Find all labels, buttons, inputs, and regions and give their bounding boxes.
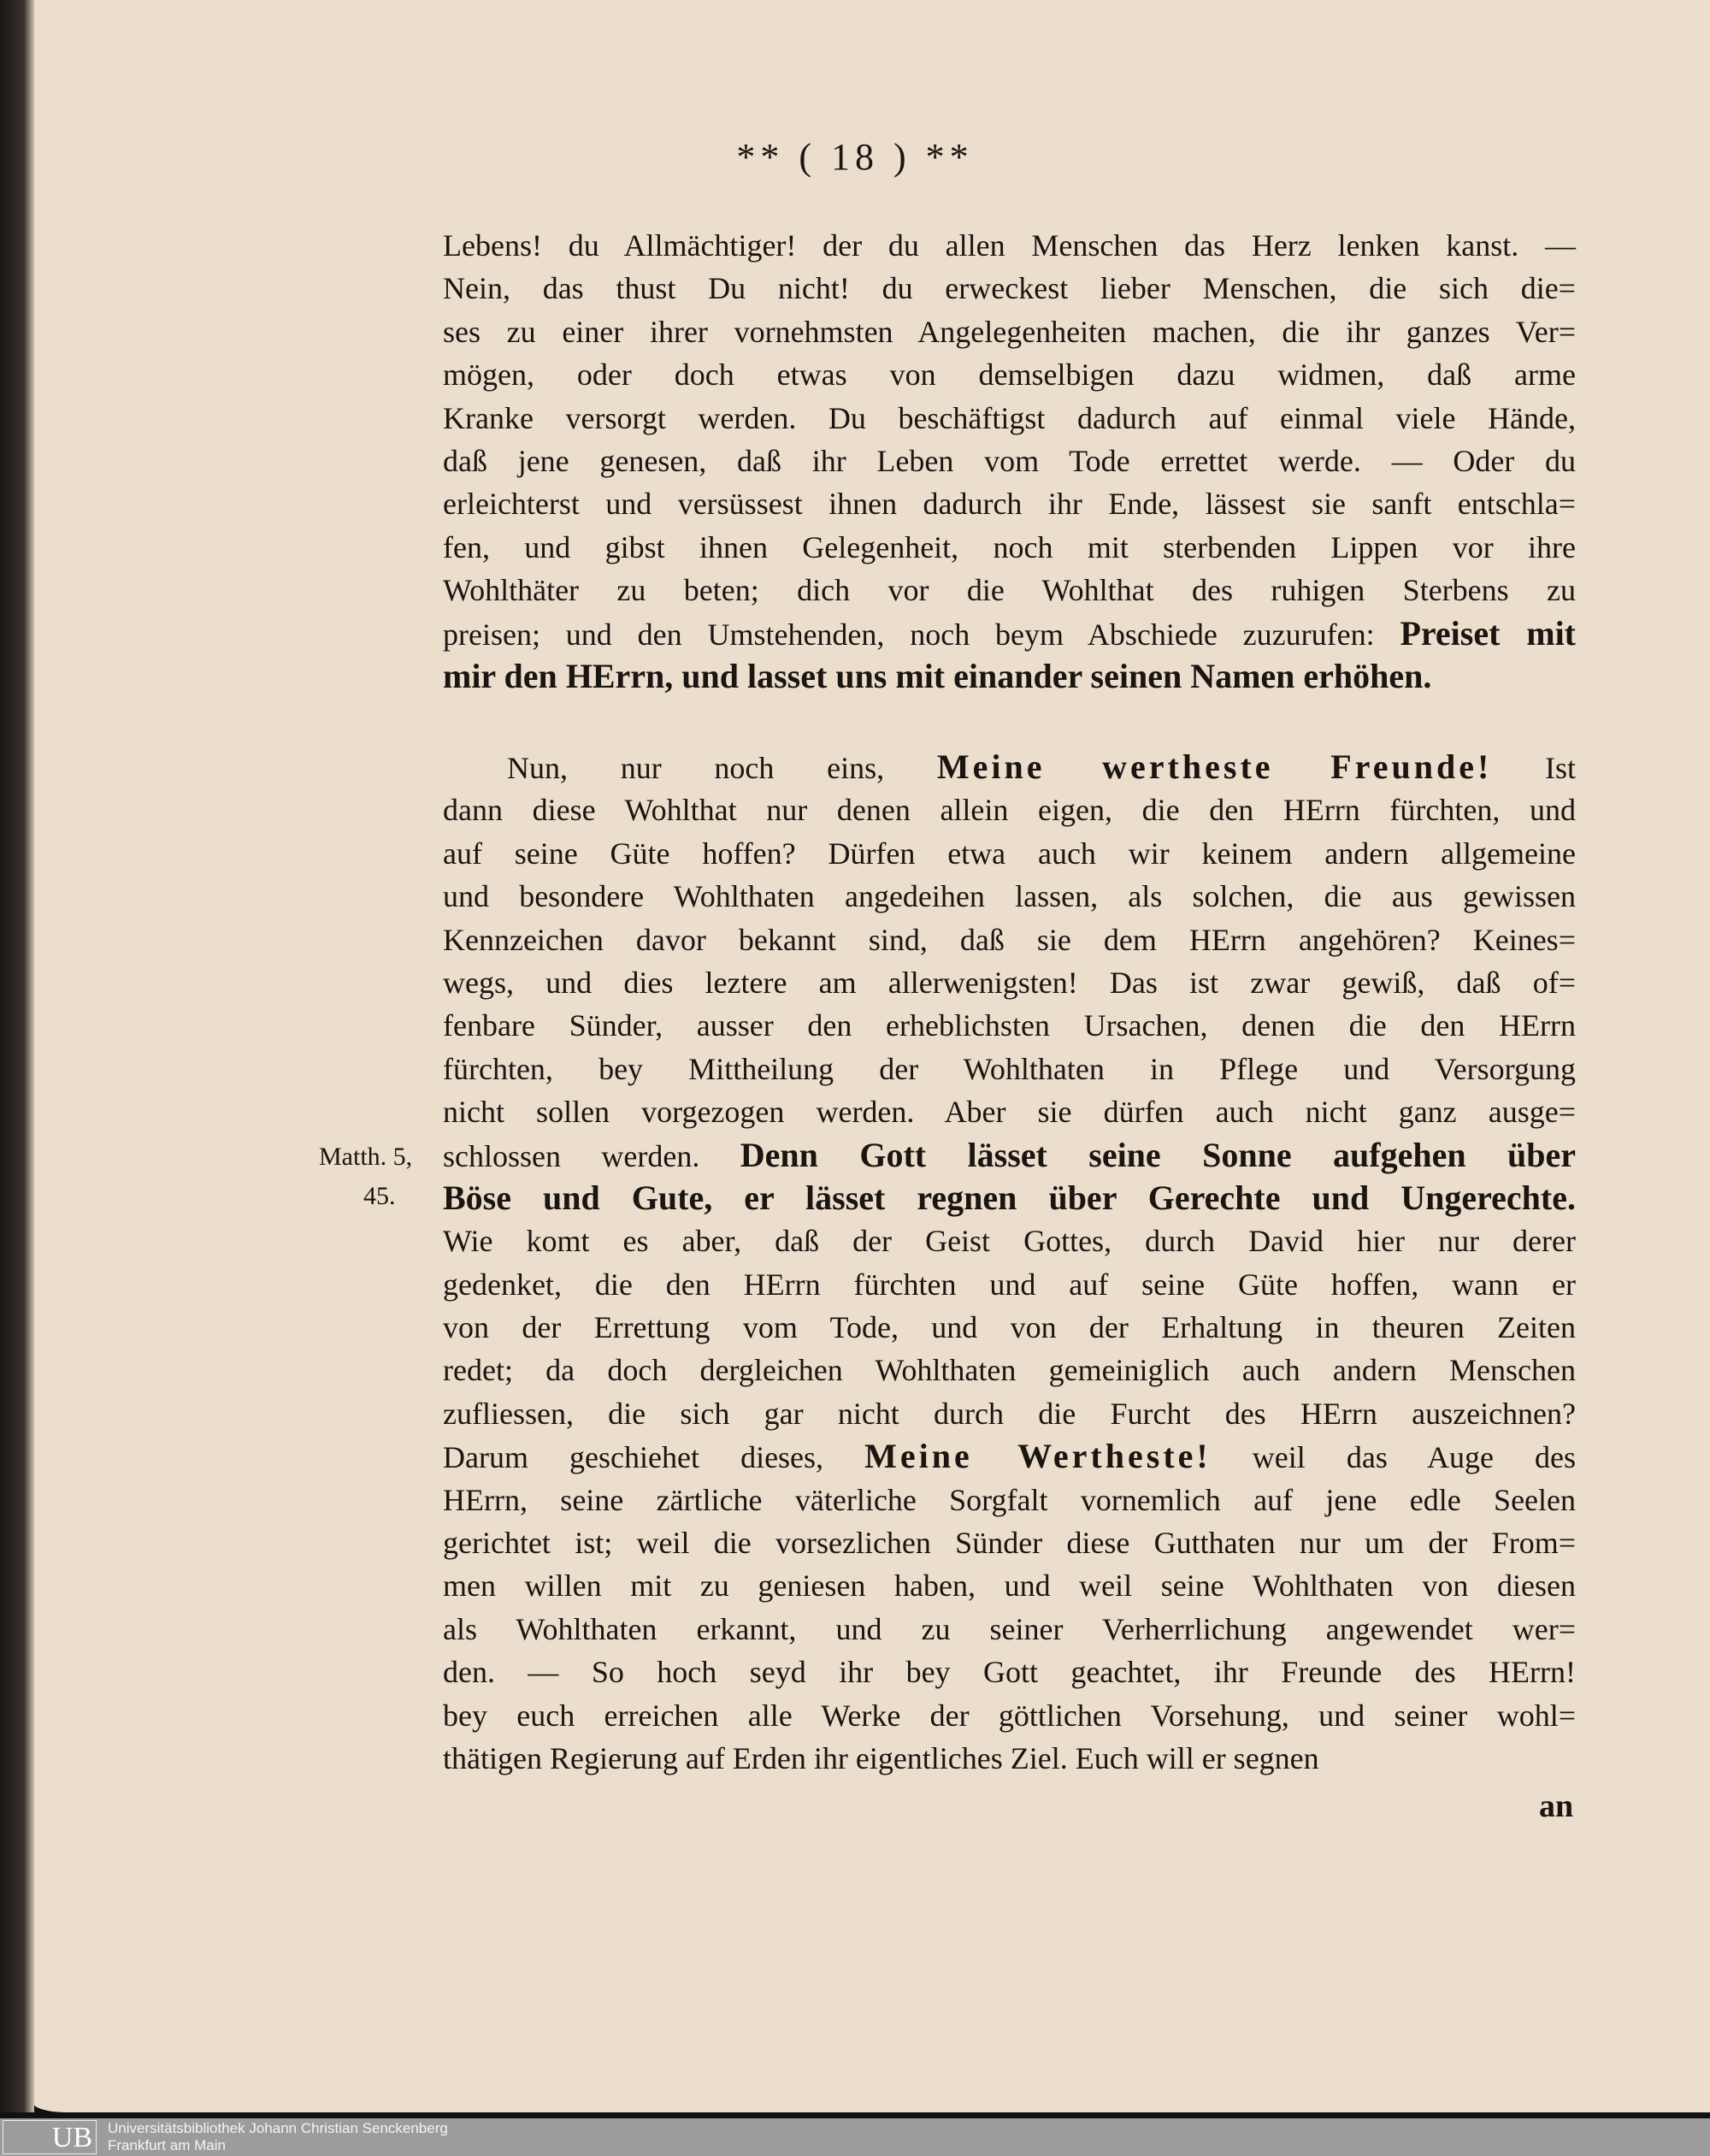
text-segment: fen, und gibst ihnen Gelegenheit, noch mit sterbenden Lippen vor ihre [443, 529, 1576, 564]
text-line [443, 746, 1576, 789]
text-line [443, 1435, 1576, 1478]
emphasized-text: Meine Wertheste! [864, 1437, 1212, 1476]
scan-edge [0, 0, 34, 2112]
text-segment: fürchten, bey Mittheilung der Wohlthaten in Pflege und Versorgung [443, 1051, 1576, 1086]
text-line [443, 310, 1576, 353]
text-segment: thätigen Regierung auf Erden ihr eigentliches Ziel. Euch will er segnen [443, 1740, 1319, 1775]
text-segment: von der Errettung vom Tode, und von der Erhaltung in theuren Zeiten [443, 1310, 1576, 1345]
text-segment: Lebens! du Allmächtiger! der du allen Menschen das Herz lenken kanst. — [443, 228, 1576, 263]
text-line [443, 482, 1576, 525]
institution-name: Universitätsbibliothek Johann Christian Senckenberg [108, 2120, 448, 2136]
text-segment: preisen; und den Umstehenden, noch beym Abschiede zuzurufen: [443, 617, 1400, 652]
text-line [443, 1737, 1576, 1780]
text-line [443, 526, 1576, 569]
text-line [443, 1608, 1576, 1651]
text-segment: nicht sollen vorgezogen werden. Aber sie dürfen auch nicht ganz ausge= [443, 1095, 1576, 1130]
emphasized-text: mir den HErrn, und lasset uns mit einander seinen Namen erhöhen. [443, 656, 1432, 695]
text-segment: weil das Auge des [1211, 1440, 1577, 1475]
emphasized-text: Meine wertheste Freunde! [936, 747, 1493, 786]
paragraph-2 [443, 746, 1576, 1780]
text-line [443, 569, 1576, 611]
text-line [443, 1177, 1576, 1220]
text-segment: und besondere Wohlthaten angedeihen lassen, als solchen, die aus gewissen [443, 879, 1576, 914]
text-line [443, 353, 1576, 396]
text-line [443, 267, 1576, 310]
text-segment: den. — So hoch seyd ihr bey Gott geachtet, ihr Freunde des HErrn! [443, 1655, 1576, 1690]
text-segment: schlossen werden. [443, 1138, 740, 1173]
text-line [443, 1392, 1576, 1435]
text-segment: redet; da doch dergleichen Wohlthaten gemeiniglich auch andern Menschen [443, 1353, 1576, 1388]
text-line [443, 961, 1576, 1004]
library-logo: UB [3, 2120, 97, 2154]
text-line [443, 789, 1576, 831]
text-line [443, 1479, 1576, 1521]
text-segment: gedenket, die den HErrn fürchten und auf seine Güte hoffen, wann er [443, 1267, 1576, 1302]
text-segment: dann diese Wohlthat nur denen allein eigen, die den HErrn fürchten, und [443, 793, 1576, 828]
text-line [443, 1220, 1576, 1262]
footer-text [108, 2120, 448, 2154]
text-segment: Ist [1492, 751, 1576, 785]
library-footer [0, 2118, 1710, 2156]
text-segment: HErrn, seine zärtliche väterliche Sorgfalt vornemlich auf jene edle Seelen [443, 1482, 1576, 1517]
text-segment: bey euch erreichen alle Werke der göttlichen Vorsehung, und seiner wohl= [443, 1698, 1576, 1733]
margin-note-reference: Matth. 5, [319, 1143, 413, 1171]
text-line [443, 1048, 1576, 1090]
text-line [443, 655, 1576, 698]
text-line [443, 1004, 1576, 1047]
text-line [443, 875, 1576, 918]
text-segment: Nein, das thust Du nicht! du erweckest lieber Menschen, die sich die= [443, 271, 1576, 306]
text-segment: als Wohlthaten erkannt, und zu seiner Verherrlichung angewendet wer= [443, 1611, 1576, 1646]
text-line [443, 1521, 1576, 1564]
catchword: an [1539, 1788, 1574, 1824]
text-segment: Darum geschiehet dieses, [443, 1440, 865, 1475]
paragraph-1 [443, 224, 1576, 698]
text-segment: Wohlthäter zu beten; dich vor die Wohlthat des ruhigen Sterbens zu [443, 573, 1576, 608]
text-segment: Nun, nur noch eins, [507, 751, 937, 785]
text-line [443, 1306, 1576, 1349]
text-line [443, 612, 1576, 655]
text-segment: Kennzeichen davor bekannt sind, daß sie dem HErrn angehören? Keines= [443, 922, 1576, 957]
text-segment: fenbare Sünder, ausser den erheblichsten Ursachen, denen die den HErrn [443, 1008, 1576, 1043]
emphasized-text: Preiset mit [1400, 613, 1577, 653]
text-segment: zufliessen, die sich gar nicht durch die Furcht des HErrn auszeichnen? [443, 1396, 1576, 1431]
institution-city: Frankfurt am Main [108, 2137, 226, 2153]
text-line [443, 919, 1576, 961]
text-line [443, 1564, 1576, 1607]
margin-note-verse: 45. [363, 1182, 396, 1210]
text-line [443, 1134, 1576, 1177]
text-segment: erleichterst und versüssest ihnen dadurch ihr Ende, lässest sie sanft entschla= [443, 487, 1576, 522]
text-line [443, 1694, 1576, 1737]
text-line [443, 1090, 1576, 1133]
emphasized-text: Denn Gott lässet seine Sonne aufgehen über [740, 1135, 1576, 1174]
text-line [443, 397, 1576, 440]
text-line [443, 1349, 1576, 1391]
text-segment: auf seine Güte hoffen? Dürfen etwa auch wir keinem andern allgemeine [443, 836, 1576, 871]
text-line [443, 224, 1576, 267]
text-segment: Kranke versorgt werden. Du beschäftigst dadurch auf einmal viele Hände, [443, 400, 1576, 435]
text-line [443, 1651, 1576, 1693]
text-line [443, 1263, 1576, 1306]
emphasized-text: Böse und Gute, er lässet regnen über Gerechte und Ungerechte. [443, 1178, 1576, 1217]
page-number-header: ** ( 18 ) ** [736, 136, 974, 178]
text-line [443, 440, 1576, 482]
text-segment: wegs, und dies leztere am allerwenigsten! Das ist zwar gewiß, daß of= [443, 965, 1576, 1000]
text-segment: gerichtet ist; weil die vorsezlichen Sünder diese Gutthaten nur um der From= [443, 1526, 1576, 1561]
text-segment: men willen mit zu geniesen haben, und weil seine Wohlthaten von diesen [443, 1568, 1576, 1604]
text-segment: Wie komt es aber, daß der Geist Gottes, durch David hier nur derer [443, 1224, 1576, 1259]
text-line [443, 832, 1576, 875]
text-segment: daß jene genesen, daß ihr Leben vom Tode errettet werde. — Oder du [443, 443, 1576, 478]
text-segment: mögen, oder doch etwas von demselbigen dazu widmen, daß arme [443, 357, 1576, 393]
text-segment: ses zu einer ihrer vornehmsten Angelegenheiten machen, die ihr ganzes Ver= [443, 314, 1576, 349]
